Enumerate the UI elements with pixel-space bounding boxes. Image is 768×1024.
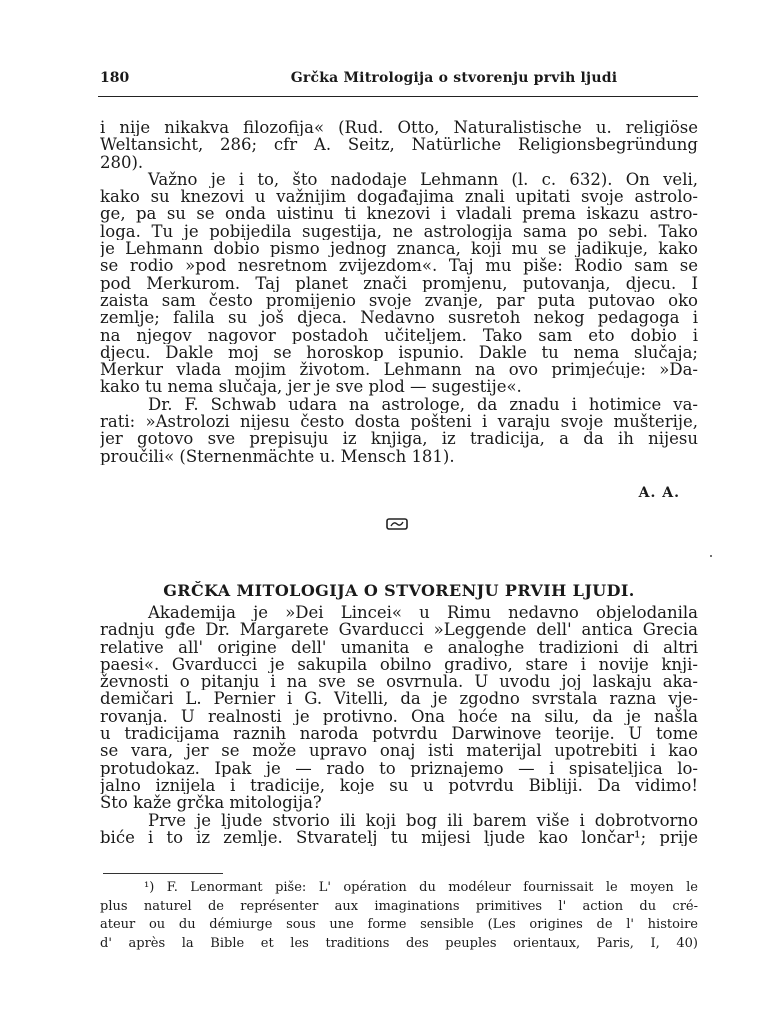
- print-speck: [710, 555, 712, 557]
- text-line: paesi«. Gvarducci je sakupila obilno gradivo, stare i novije knji-: [100, 655, 698, 674]
- text-line: i nije nikakva filozofija« (Rud. Otto, Naturalistische u. religiöse: [100, 119, 698, 137]
- text-line: loga. Tu je pobijedila sugestija, ne astrologija sama po sebi. Tako: [100, 222, 698, 241]
- text-line: kako su knezovi u važnijim događajima znali upitati svoje astrolo-: [100, 188, 698, 206]
- text-line: demičari L. Pernier i G. Vitelli, da je zgodno svrstala razna vje-: [100, 690, 698, 708]
- text-line: protudokaz. Ipak je — rado to priznajemo — i spisateljica lo-: [100, 759, 698, 777]
- footnote-line: d' après la Bible et les traditions des peuples orientaux, Paris, I, 40): [100, 936, 698, 952]
- text-line: se vara, jer se može upravo onaj isti materijal upotrebiti i kao: [100, 742, 698, 760]
- text-line: Akademija je »Dei Lincei« u Rimu nedavno objelodanila: [148, 604, 698, 622]
- text-line: rati: »Astrolozi nijesu često dosta pošteni i varaju svoje mušterije,: [100, 413, 698, 431]
- body-text-section-2: [100, 604, 698, 846]
- text-line: Weltansicht, 286; cfr A. Seitz, Natürliche Religionsbegründung: [100, 136, 698, 154]
- text-line: ževnosti o pitanju i na sve se osvrnula. U uvodu joj laskaju aka-: [100, 673, 698, 691]
- text-line: kako tu nema slučaja, jer je sve plod — sugestije«.: [100, 378, 522, 396]
- footnote-line: plus naturel de représenter aux imaginations primitives l' action du cré-: [100, 898, 698, 914]
- section-ornament-icon: [386, 517, 408, 531]
- text-line: zaista sam često promijenio svoje zvanje, par puta putovao oko: [100, 291, 698, 310]
- text-line: u tradicijama raznih naroda potvrdu Darwinove teorije. U tome: [100, 725, 698, 743]
- section-title: GRČKA MITOLOGIJA O STVORENJU PRVIH LJUDI.: [163, 581, 635, 600]
- text-line: rovanja. U realnosti je protivno. Ona hoće na silu, da je našla: [100, 707, 698, 726]
- footnote-line: ateur ou du démiurge sous une forme sensible (Les origines de l' histoire: [100, 917, 698, 933]
- footnote-line: ¹) F. Lenormant piše: L' opération du modéleur fournissait le moyen le: [144, 880, 698, 895]
- header-rule: [98, 96, 698, 97]
- text-line: Prve je ljude stvorio ili koji bog ili barem više i dobrotvorno: [148, 811, 698, 829]
- text-line: radnju gđe Dr. Margarete Gvarducci »Leggende dell' antica Grecia: [100, 621, 698, 639]
- text-line: proučili« (Sternenmächte u. Mensch 181).: [100, 447, 455, 465]
- text-line: na njegov nagovor postadoh učiteljem. Tako sam eto dobio i: [100, 326, 698, 344]
- footnote-rule: [103, 873, 223, 874]
- author-signature: A. A.: [638, 485, 680, 501]
- text-line: ge, pa su se onda uistinu ti knezovi i vladali prema iskazu astro-: [100, 205, 698, 223]
- text-line: Dr. F. Schwab udara na astrologe, da znadu i hotimice va-: [148, 395, 698, 414]
- page-header: [100, 70, 698, 90]
- text-line: Što kaže grčka mitologija?: [100, 794, 322, 812]
- text-line: jalno iznijela i tradicije, koje su u potvrdu Bibliji. Da vidimo!: [100, 776, 698, 795]
- text-line: relative all' origine dell' umanita e analoghe tradizioni di altri: [100, 638, 698, 656]
- text-line: se rodio »pod nesretnom zvijezdom«. Taj mu piše: Rodio sam se: [100, 257, 698, 275]
- running-title: Grčka Mitrologija o stvorenju prvih ljudi: [290, 70, 618, 86]
- text-line: Merkur vlada mojim životom. Lehmann na ovo primjećuje: »Da-: [100, 361, 698, 379]
- text-line: je Lehmann dobio pismo jednog znanca, koji mu se jadikuje, kako: [100, 240, 698, 258]
- page-number: 180: [100, 70, 130, 86]
- text-line: djecu. Dakle moj se horoskop ispunio. Dakle tu nema slučaja;: [100, 343, 698, 362]
- text-line: jer gotovo sve prepisuju iz knjiga, iz tradicija, a da ih nijesu: [100, 430, 698, 448]
- body-text-section-1: [100, 119, 698, 465]
- text-line: zemlje; falila su još djeca. Nedavno susretoh nekog pedagoga i: [100, 309, 698, 327]
- text-line: pod Merkurom. Taj planet znači promjenu, putovanja, djecu. I: [100, 274, 698, 292]
- text-line: biće i to iz zemlje. Stvaratelj tu mijesi ljude kao lončar¹; prije: [100, 828, 698, 847]
- text-line: 280).: [100, 153, 144, 171]
- text-line: Važno je i to, što nadodaje Lehmann (l. c. 632). On veli,: [148, 170, 698, 189]
- footnote: [100, 879, 698, 954]
